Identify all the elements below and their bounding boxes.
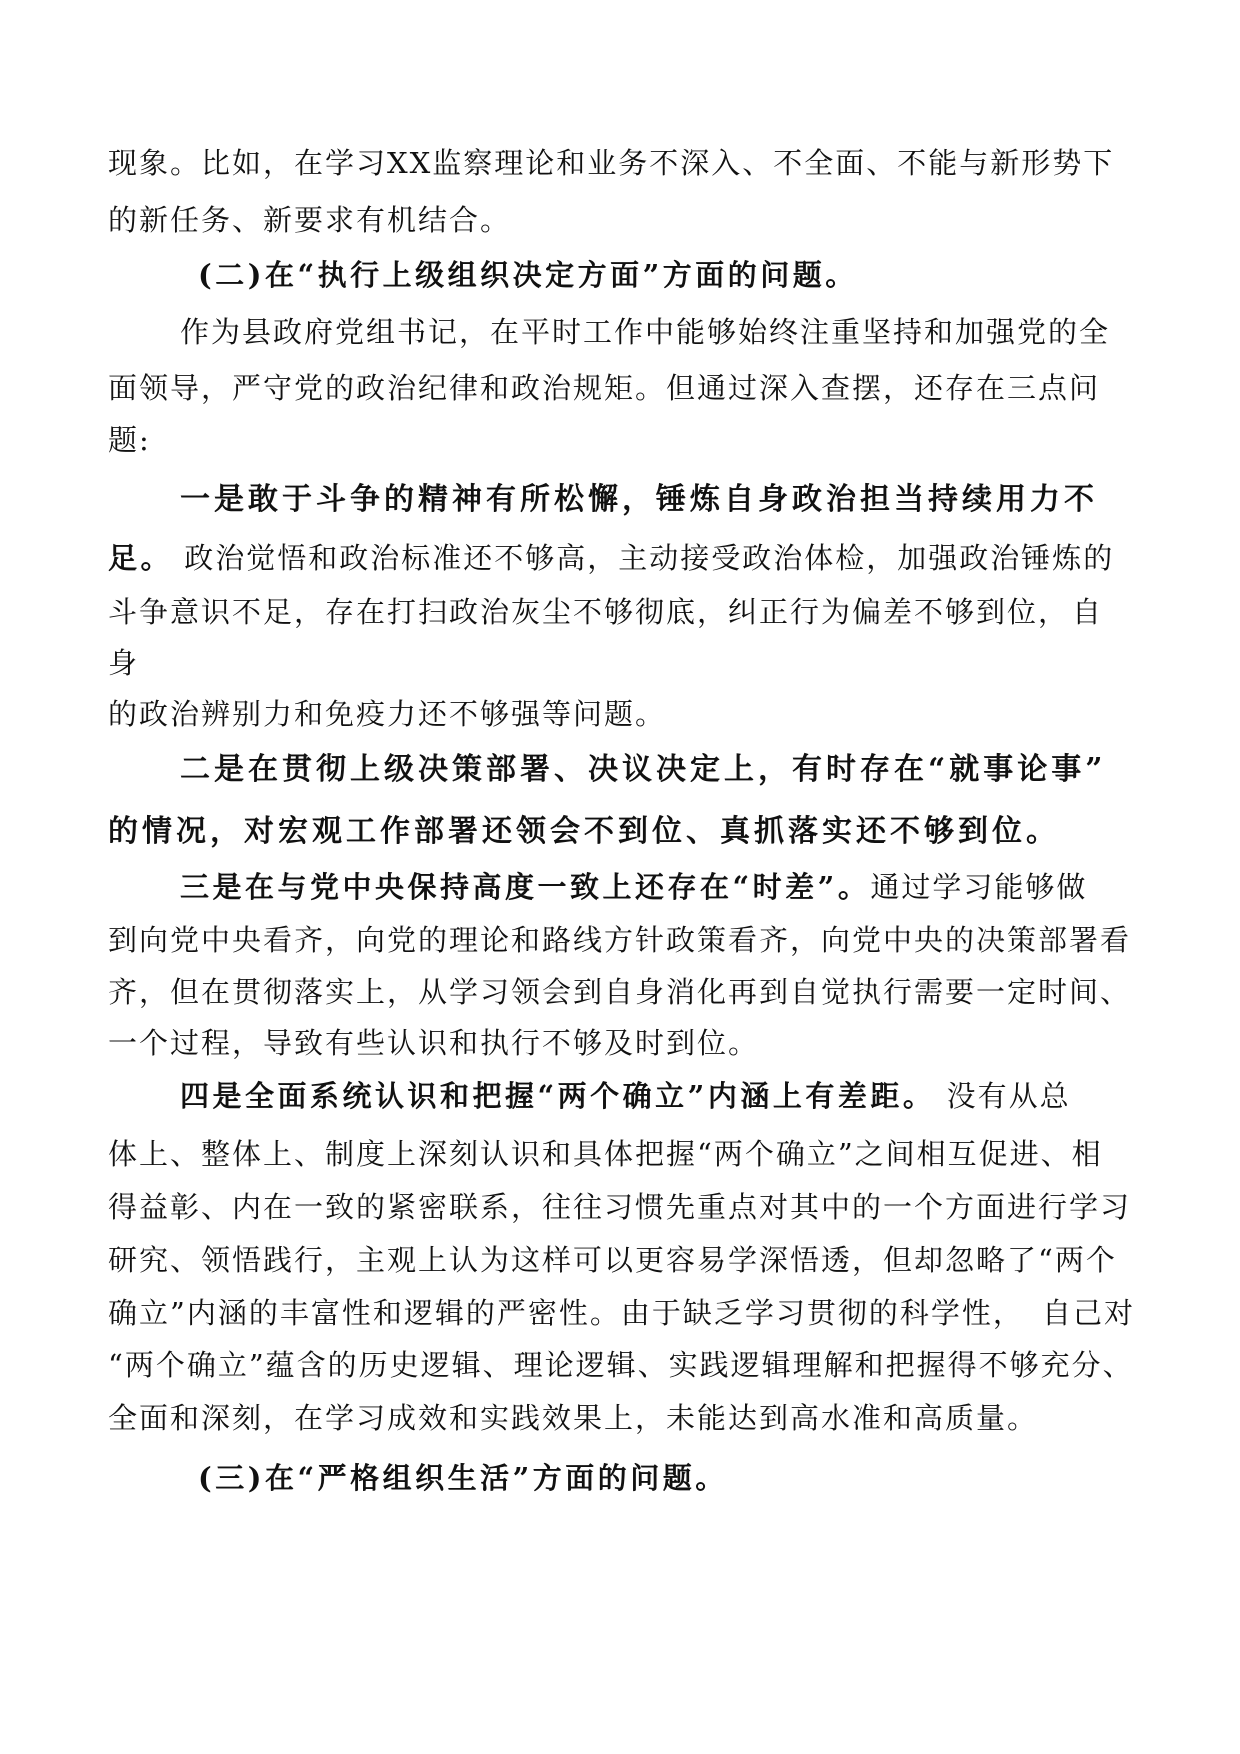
paragraph-line: 的新任务、新要求有机结合。 <box>108 203 512 237</box>
paragraph-text: 通过学习能够做 <box>870 870 1088 904</box>
paragraph-line: 一个过程，导致有些认识和执行不够及时到位。 <box>108 1026 760 1060</box>
paragraph-line: 到向党中央看齐，向党的理论和路线方针政策看齐，向党中央的决策部署看 <box>108 923 1132 957</box>
paragraph-text: 没有从总 <box>935 1079 1071 1113</box>
paragraph-line: 确立”内涵的丰富性和逻辑的严密性。由于缺乏学习贯彻的科学性， <box>108 1296 1024 1330</box>
paragraph-line: 研究、领悟践行，主观上认为这样可以更容易学深悟透，但却忽略了“两个 <box>108 1243 1117 1277</box>
paragraph-line: 自己对 <box>1042 1296 1136 1330</box>
paragraph-line: 齐，但在贯彻落实上，从学习领会到自身消化再到自觉执行需要一定时间、 <box>108 975 1132 1009</box>
paragraph-line: “两个确立”蕴含的历史逻辑、理论逻辑、实践逻辑理解和把握得不够充分、 <box>108 1348 1134 1382</box>
paragraph-line: 作为县政府党组书记，在平时工作中能够始终注重坚持和加强党的全 <box>180 315 1111 349</box>
point-one-heading: 一是敢于斗争的精神有所松懈，锤炼自身政治担当持续用力不 <box>180 482 1098 517</box>
section-heading-3: (三)在“严格组织生活”方面的问题。 <box>198 1461 728 1495</box>
paragraph-line: 身 <box>108 646 140 680</box>
paragraph-text: 政治觉悟和政治标准还不够高，主动接受政治体检，加强政治锤炼的 <box>173 541 1115 575</box>
paragraph-line: 得益彰、内在一致的紧密联系，往往习惯先重点对其中的一个方面进行学习 <box>108 1190 1132 1224</box>
paragraph-line <box>108 538 1114 578</box>
point-three-heading: 三是在与党中央保持高度一致上还存在“时差”。 <box>180 870 871 904</box>
point-two-heading: 的情况，对宏观工作部署还领会不到位、真抓落实还不够到位。 <box>108 814 1060 849</box>
point-four-heading: 四是全面系统认识和把握“两个确立”内涵上有差距。 <box>180 1079 936 1113</box>
paragraph-line: 现象。比如，在学习XX监察理论和业务不深入、不全面、不能与新形势下 <box>108 146 1115 180</box>
section-heading-2: (二)在“执行上级组织决定方面”方面的问题。 <box>198 258 858 292</box>
paragraph-line: 自 <box>1072 595 1104 629</box>
paragraph-line <box>180 867 1087 907</box>
paragraph-line: 的政治辨别力和免疫力还不够强等问题。 <box>108 697 667 731</box>
point-one-heading-end: 足。 <box>108 541 174 575</box>
paragraph-line: 全面和深刻，在学习成效和实践效果上，未能达到高水准和高质量。 <box>108 1401 1039 1435</box>
paragraph-line: 体上、整体上、制度上深刻认识和具体把握“两个确立”之间相互促进、相 <box>108 1137 1103 1171</box>
paragraph-line: 斗争意识不足，存在打扫政治灰尘不够彻底，纠正行为偏差不够到位， <box>108 595 1070 629</box>
paragraph-line: 面领导，严守党的政治纪律和政治规矩。但通过深入查摆，还存在三点问 <box>108 371 1101 405</box>
paragraph-line <box>180 1076 1071 1116</box>
paragraph-line: 题: <box>108 423 151 457</box>
point-two-heading: 二是在贯彻上级决策部署、决议决定上，有时存在“就事论事” <box>180 752 1107 787</box>
